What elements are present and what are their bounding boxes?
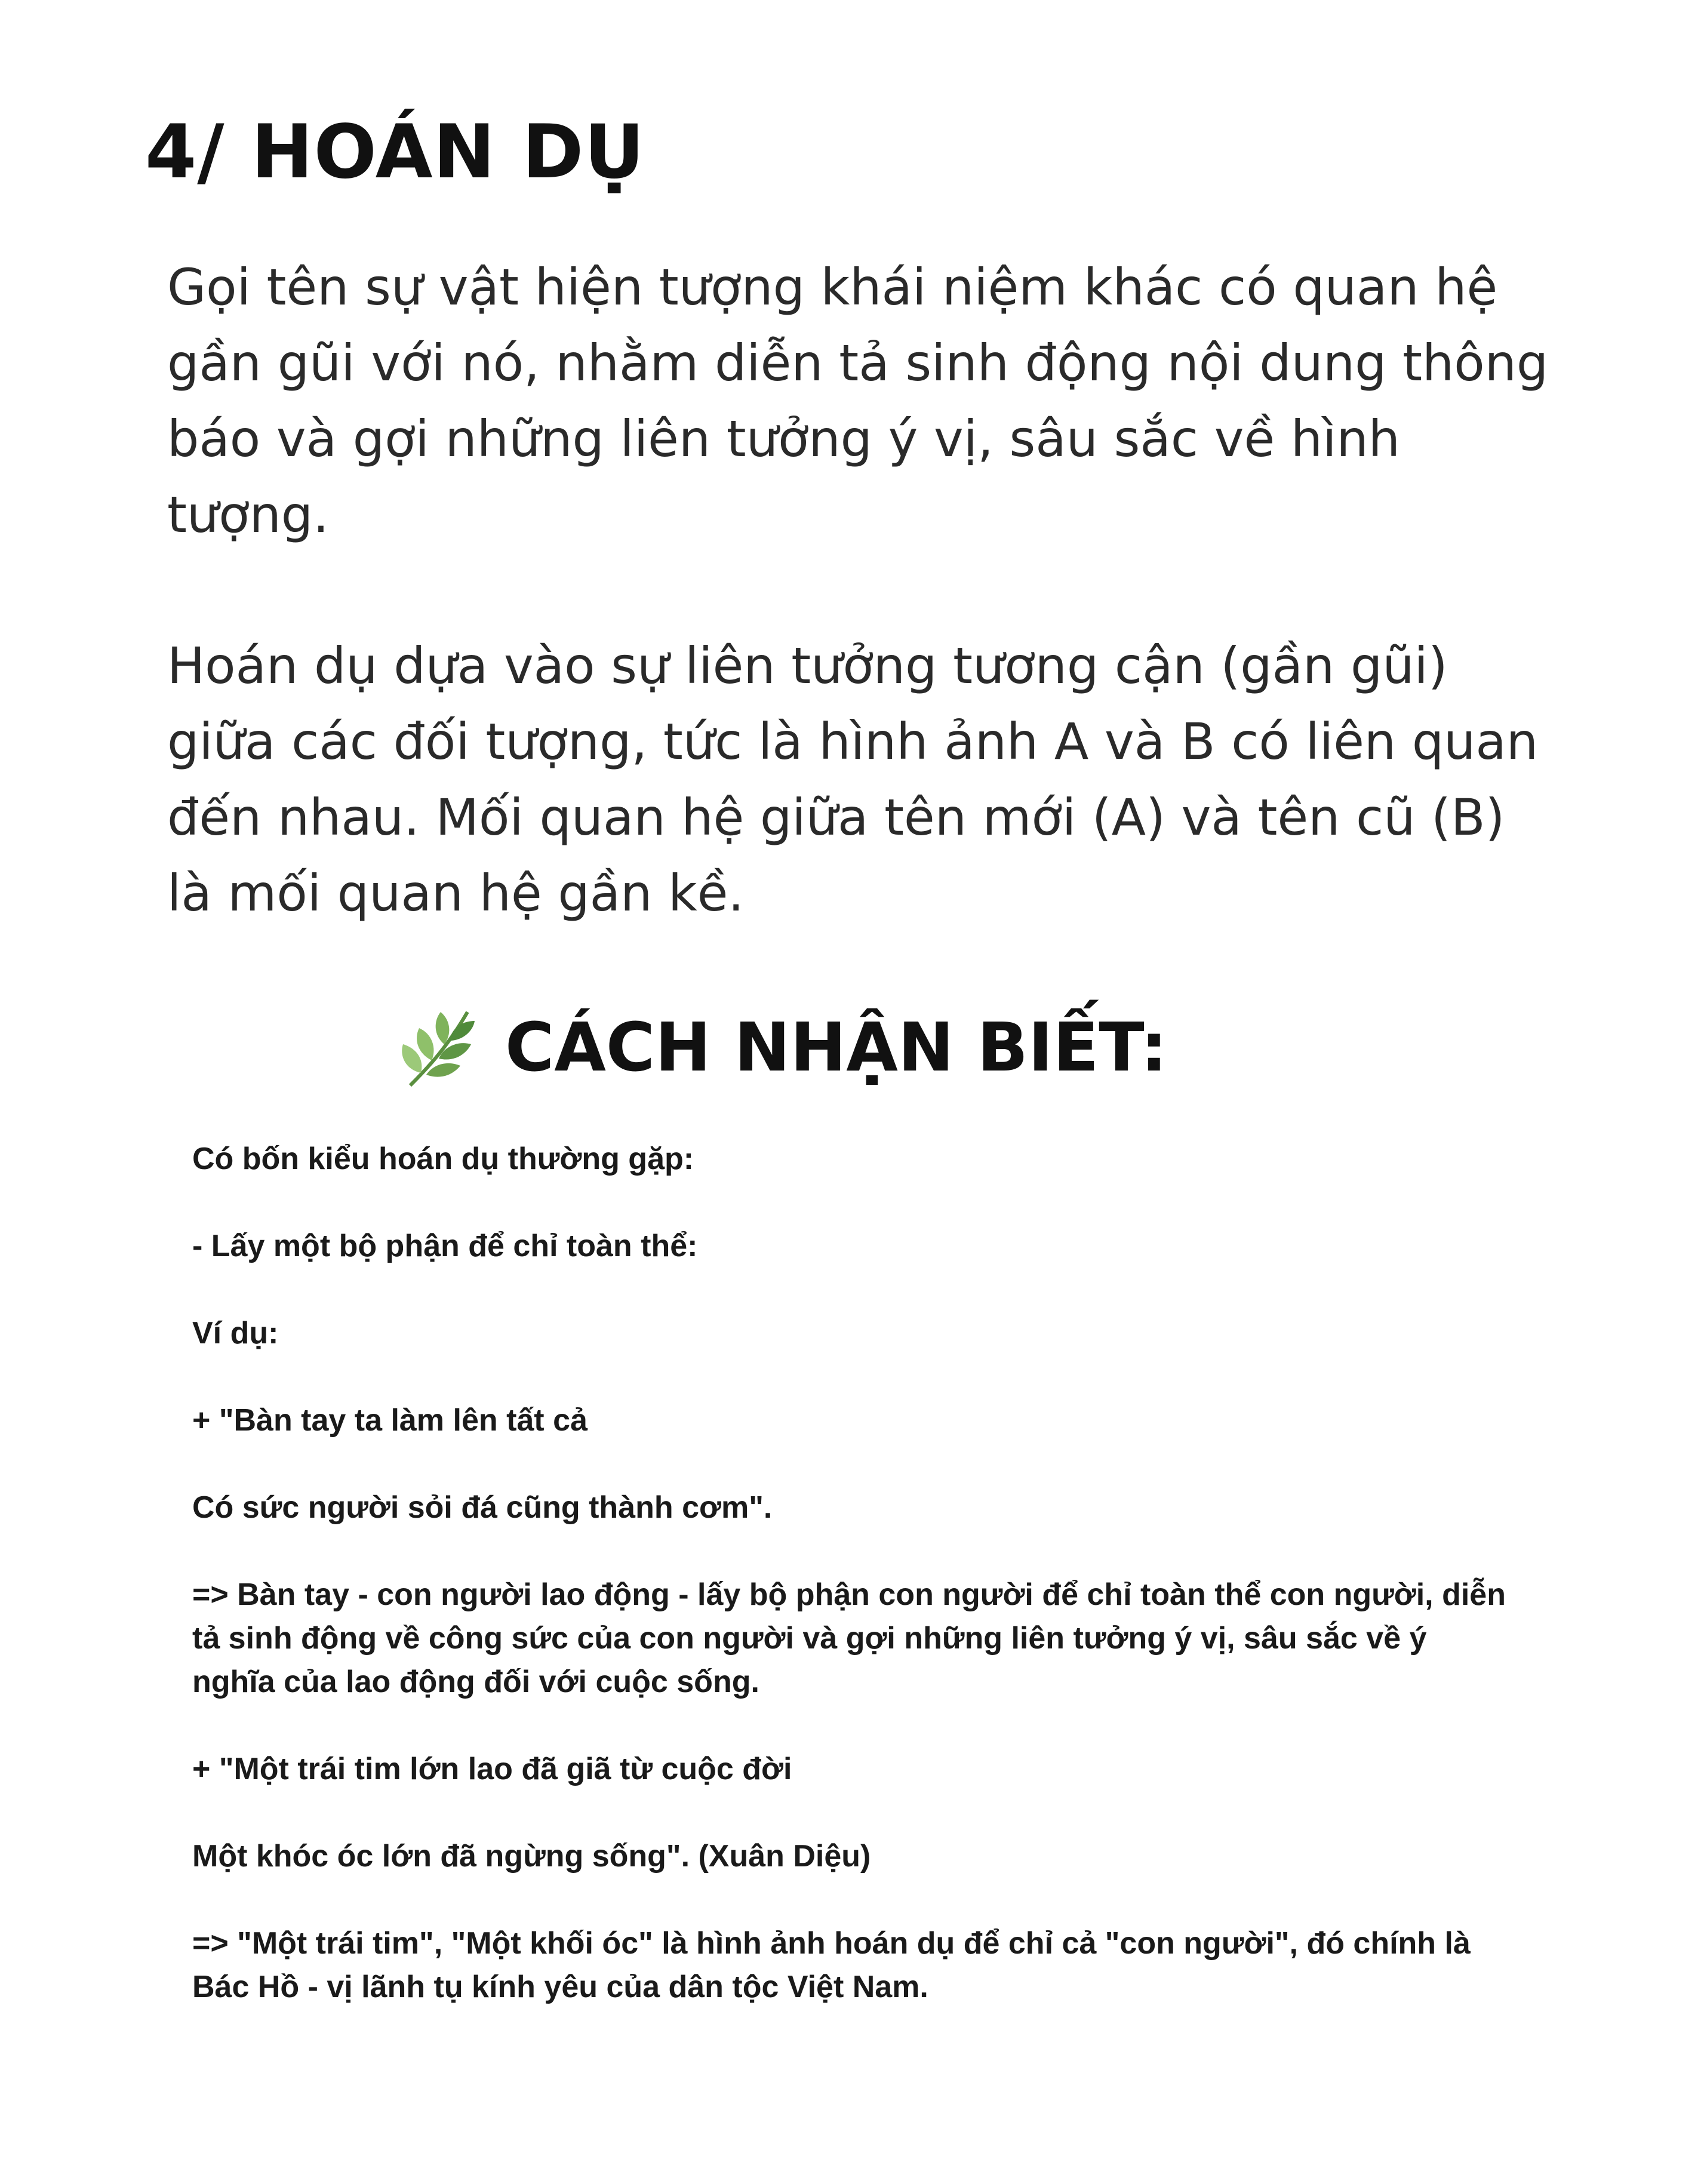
detail-line: + "Một trái tim lớn lao đã giã từ cuộc đời bbox=[192, 1752, 792, 1786]
section-title: CÁCH NHẬN BIẾT: bbox=[505, 1009, 1168, 1087]
definition-paragraph: Gọi tên sự vật hiện tượng khái niệm khác có quan hệ gần gũi với nó, nhằm diễn tả sinh động nội dung thông báo và gợi những liên tưởng ý vị, sâu sắc về hình tượng. bbox=[167, 258, 1549, 544]
section-heading bbox=[394, 997, 1167, 1099]
detail-line: Có bốn kiểu hoán dụ thường gặp: bbox=[192, 1142, 694, 1176]
details-list bbox=[192, 1137, 1506, 2053]
detail-line: - Lấy một bộ phận để chỉ toàn thể: bbox=[192, 1229, 698, 1263]
detail-line: Ví dụ: bbox=[192, 1316, 279, 1351]
explanation-paragraph: Hoán dụ dựa vào sự liên tưởng tương cận (gần gũi) giữa các đối tượng, tức là hình ảnh A và B có liên quan đến nhau. Mối quan hệ giữa tên mới (A) và tên cũ (B) là mối quan hệ gần kề. bbox=[167, 636, 1539, 922]
detail-line: + "Bàn tay ta làm lên tất cả bbox=[192, 1403, 588, 1438]
page-title: 4/ HOÁN DỤ bbox=[145, 109, 645, 195]
detail-line: => Bàn tay - con người lao động - lấy bộ phận con người để chỉ toàn thể con người, diễn tả sinh động về công sức của con người và gợi những liên tưởng ý vị, sâu sắc về ý nghĩa của lao động đối với cuộc sống. bbox=[192, 1577, 1506, 1699]
detail-line: => "Một trái tim", "Một khối óc" là hình ảnh hoán dụ để chỉ cả "con người", đó chính là Bác Hồ - vị lãnh tụ kính yêu của dân tộc Việt Nam. bbox=[192, 1926, 1471, 2004]
leaf-icon bbox=[394, 1003, 484, 1093]
detail-line: Một khóc óc lớn đã ngừng sống". (Xuân Diệu) bbox=[192, 1839, 871, 1874]
detail-line: Có sức người sỏi đá cũng thành cơm". bbox=[192, 1490, 773, 1525]
